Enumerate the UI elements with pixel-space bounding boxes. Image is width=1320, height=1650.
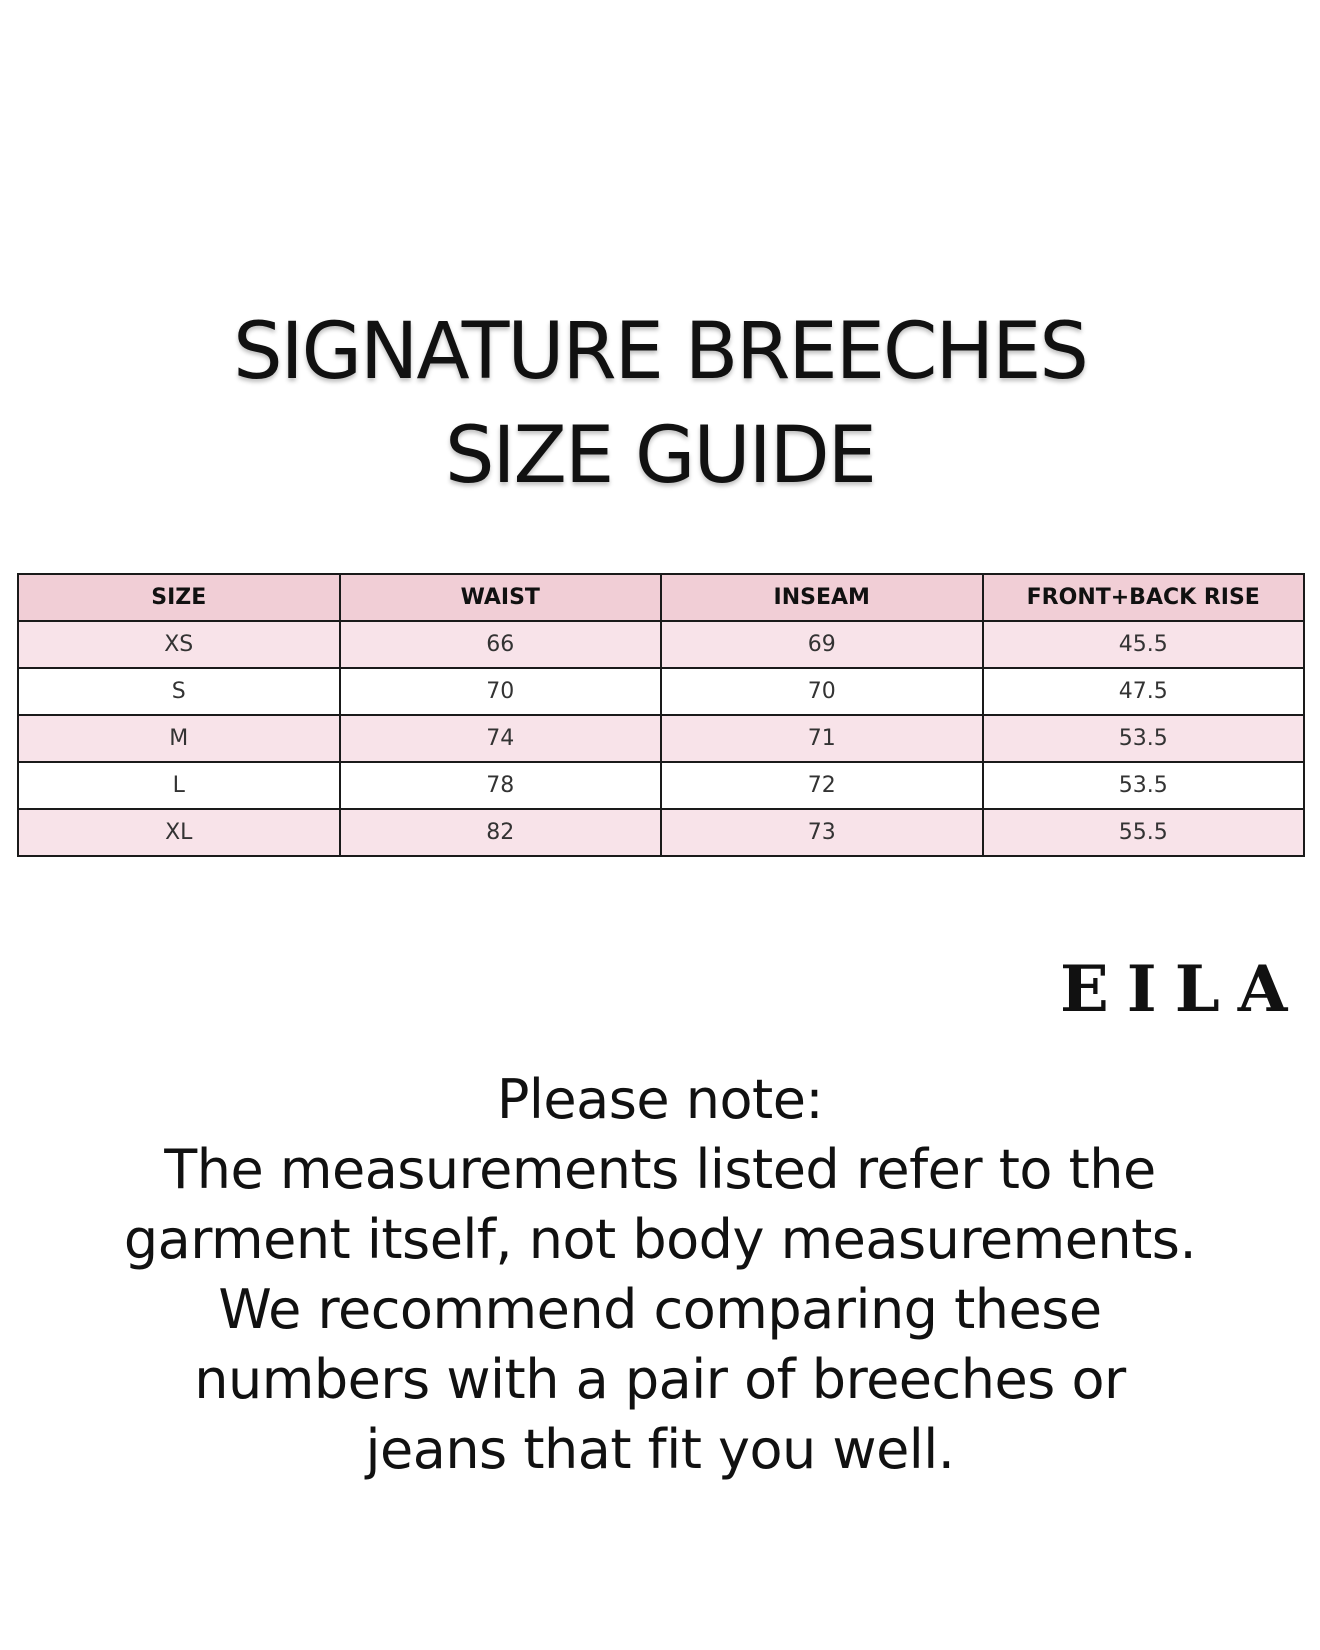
cell-waist: 78 — [340, 762, 662, 809]
table-row — [18, 715, 1304, 762]
table-row — [18, 762, 1304, 809]
cell-inseam: 71 — [661, 715, 983, 762]
cell-size: S — [18, 668, 340, 715]
cell-rise: 45.5 — [983, 621, 1305, 668]
cell-size: L — [18, 762, 340, 809]
cell-inseam: 73 — [661, 809, 983, 856]
cell-inseam: 70 — [661, 668, 983, 715]
note-line: garment itself, not body measurements. — [123, 1208, 1197, 1271]
cell-size: M — [18, 715, 340, 762]
table-header-row — [18, 574, 1304, 621]
header-rise: FRONT+BACK RISE — [983, 574, 1305, 621]
cell-inseam: 69 — [661, 621, 983, 668]
size-table — [17, 573, 1305, 857]
note-line: jeans that fit you well. — [365, 1418, 955, 1481]
page-title — [0, 300, 1320, 508]
note-line: We recommend comparing these — [218, 1278, 1102, 1341]
cell-inseam: 72 — [661, 762, 983, 809]
cell-waist: 82 — [340, 809, 662, 856]
header-size: SIZE — [18, 574, 340, 621]
cell-waist: 70 — [340, 668, 662, 715]
title-line-1: SIGNATURE BREECHES — [233, 307, 1087, 397]
table-row — [18, 668, 1304, 715]
cell-waist: 74 — [340, 715, 662, 762]
cell-rise: 47.5 — [983, 668, 1305, 715]
fit-note — [0, 1065, 1320, 1485]
cell-rise: 53.5 — [983, 762, 1305, 809]
cell-size: XS — [18, 621, 340, 668]
note-line: The measurements listed refer to the — [164, 1138, 1156, 1201]
title-line-2: SIZE GUIDE — [445, 411, 875, 501]
table-row — [18, 809, 1304, 856]
cell-size: XL — [18, 809, 340, 856]
note-line: numbers with a pair of breeches or — [194, 1348, 1126, 1411]
brand-logo: EILA — [1060, 952, 1306, 1027]
cell-waist: 66 — [340, 621, 662, 668]
note-heading: Please note: — [496, 1068, 824, 1131]
cell-rise: 53.5 — [983, 715, 1305, 762]
header-inseam: INSEAM — [661, 574, 983, 621]
cell-rise: 55.5 — [983, 809, 1305, 856]
table-row — [18, 621, 1304, 668]
header-waist: WAIST — [340, 574, 662, 621]
